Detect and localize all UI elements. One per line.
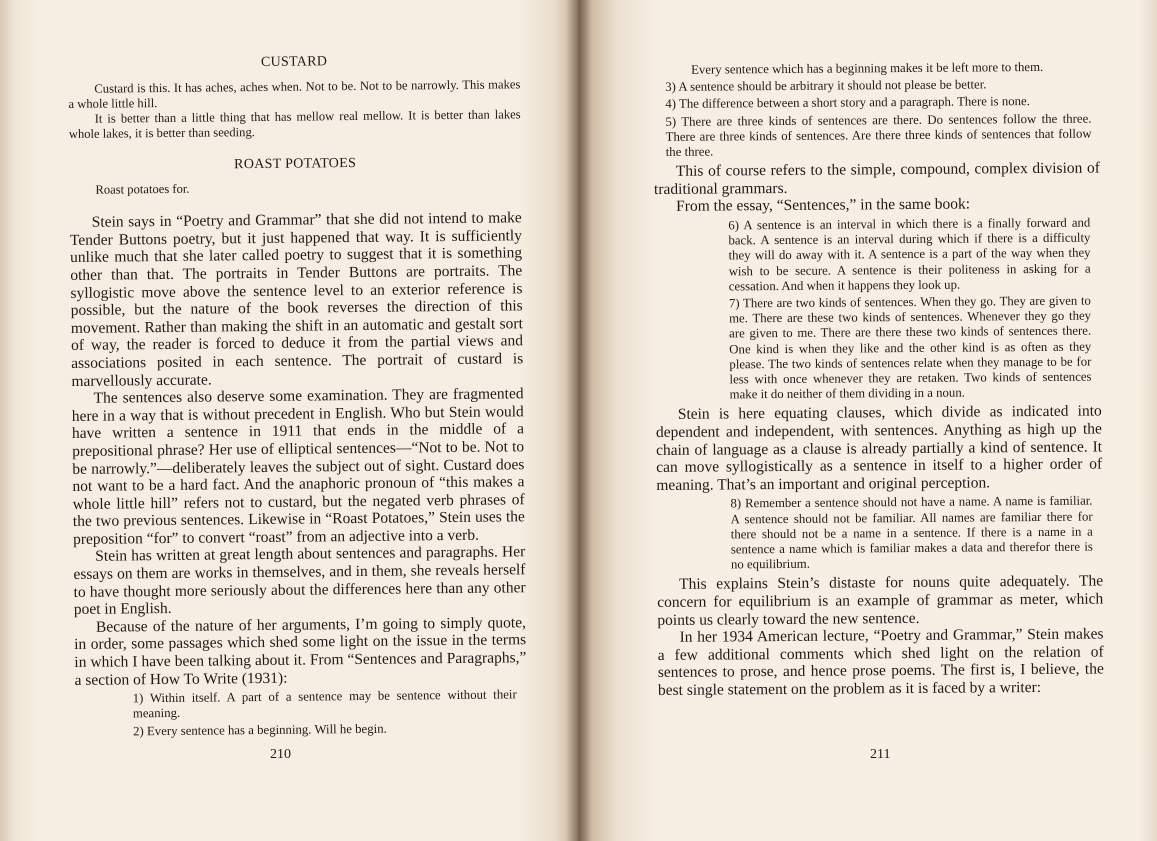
left-paragraph-3: Stein has written at great length about sentences and paragraphs. Her essays on them are works in themselves, and in them, she reveals herself to have thought more seriously about the differences here than any other poet in English. <box>73 543 526 619</box>
custard-line-1: Custard is this. It has aches, aches when. Not to be. Not to be narrowly. This makes a whole little hill. <box>68 76 521 111</box>
right-page-text <box>653 56 1104 699</box>
quote-4: 4) The difference between a short story and a paragraph. There is none. <box>665 94 1030 112</box>
right-paragraph-2: From the essay, “Sentences,” in the same book: <box>676 195 971 216</box>
book-gutter <box>566 0 592 841</box>
left-paragraph-1: Stein says in “Poetry and Grammar” that she did not intend to make Tender Buttons poetry, but it just happened that way. It is sufficiently unlike much that she later called poetry to suggest that it is something other than that. The portraits in Tender Buttons are portraits. The syllogistic move above the sentence level to an exterior reference is possible, but the nature of the book reverses the direction of this movement. Rather than making the shift in an automatic and gestalt sort of way, the reader is forced to deduce it from the partial views and associations posited in each sentence. The portrait of custard is marvellously accurate. <box>69 209 524 390</box>
page-number-right: 211 <box>870 747 891 762</box>
quote-8: 8) Remember a sentence should not have a name. A name is familiar. A sentence should not be familiar. All names are familiar there for there should not be a name in a sentence. If there is a name in a sentence a name which is familiar makes a data and therefor there is no equilibrium. <box>730 493 1093 572</box>
quote-5: 5) There are three kinds of sentences are there. Do sentences follow the three. There are three kinds of sentences. Are there three kinds of sentences that follow the three. <box>665 111 1092 159</box>
right-paragraph-5: In her 1934 American lecture, “Poetry and Grammar,” Stein makes a few additional comments which shed light on the relation of sentences to prose, and hence prose poems. The first is, I believe, the best single statement on the problem as it is faced by a writer: <box>657 625 1104 699</box>
left-paragraph-4: Because of the nature of her arguments, I’m going to simply quote, in order, some passages which shed some light on the issue in the terms in which I have been talking about it. From “Sentences and Paragraphs,” a section of How To Write (1931): <box>74 614 527 689</box>
right-paragraph-1: This of course refers to the simple, compound, complex division of traditional grammars. <box>653 159 1100 198</box>
right-paragraph-4: This explains Stein’s distaste for nouns quite adequately. The concern for equilibrium is an example of grammar as meter, which points us clearly toward the new sentence. <box>657 572 1104 629</box>
right-quote-block-3 <box>730 494 1093 573</box>
left-page-text <box>68 51 527 743</box>
quote-7: 7) There are two kinds of sentences. When they go. They are given to me. There are these two kinds of sentences. Whenever they go they are given to me. There are there these two kinds of sentences there. One kind is when they like and the other kind is as often as they please. The two kinds of sentences relate when they manage to be for less with once whenever they are retaken. Two kinds of sentences make it do neither of them dividing in a noun. <box>728 293 1092 402</box>
quote-1: 1) Within itself. A part of a sentence may be sentence without their meaning. <box>132 687 517 721</box>
quote-2: 2) Every sentence has a beginning. Will he begin. <box>132 721 387 738</box>
left-page <box>0 0 578 841</box>
left-paragraph-2: The sentences also deserve some examination. They are fragmented here in a way that is without precedent in English. Who but Stein would have written a sentence in 1911 that ends in the middle of a prepositional phrase? Her use of elliptical sentences—“Not to be. Not to be narrowly.”—deliberately leaves the subject out of sight. Custard does not want to be a hard fact. And the anaphoric pronoun of “this makes a whole little hill” refers not to custard, but the negated verb phrases of the two previous sentences. Likewise in “Roast Potatoes,” Stein uses the preposition “for” to convert “roast” from an adjective into a verb. <box>71 385 525 548</box>
page-number-left: 210 <box>270 747 291 762</box>
custard-poem <box>68 77 521 142</box>
roast-potatoes-heading: ROAST POTATOES <box>234 155 357 172</box>
custard-line-2: It is better than a little thing that has mellow real mellow. It is better than lakes whole lakes, it is better than seeding. <box>68 106 521 141</box>
roast-potatoes-poem <box>69 178 521 198</box>
custard-heading: CUSTARD <box>260 54 328 70</box>
right-paragraph-3: Stein is here equating clauses, which divide as indicated into dependent and independent, with sentences. Anything as high up the chain of language as a clause is already partially a kind of sentence. It can move syllogistically as a sentence in itself to a higher order of meaning. That’s an important and original perception. <box>655 402 1103 494</box>
quote-6: 6) A sentence is an interval in which there is a finally forward and back. A sentence is an interval during which if there is a difficulty they will do away with it. A sentence is a part of the way when they wish to be secure. A sentence is their politeness in asking for a cessation. And when it happens they look up. <box>728 215 1091 294</box>
quote-continuation: Every sentence which has a beginning makes it be left more to them. <box>691 59 1044 77</box>
right-top-quote-block <box>665 60 1092 161</box>
right-page <box>578 0 1157 841</box>
roast-potatoes-line: Roast potatoes for. <box>95 181 190 197</box>
quote-3: 3) A sentence should be arbitrary it should not please be better. <box>665 77 987 95</box>
left-quote-block <box>133 688 517 740</box>
right-quote-block-2 <box>728 216 1091 403</box>
